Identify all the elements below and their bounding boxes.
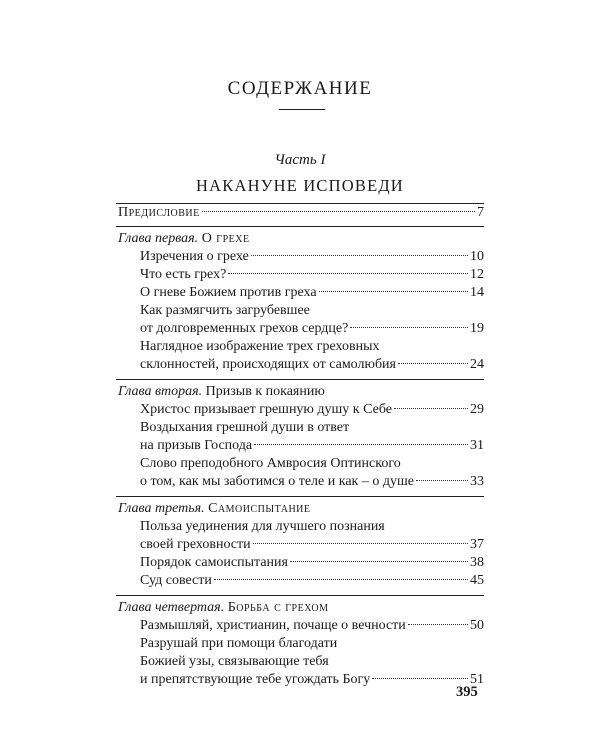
part-title: НАКАНУНЕ ИСПОВЕДИ	[196, 176, 404, 195]
leader-dots	[254, 444, 468, 445]
toc-divider	[116, 496, 484, 497]
toc-entry[interactable]	[140, 266, 484, 284]
toc-entry[interactable]	[140, 617, 484, 635]
toc-entry-line[interactable]	[140, 302, 310, 320]
toc-entry-page: 19	[470, 321, 484, 336]
toc-entry-page: 7	[477, 205, 484, 220]
toc-entry[interactable]	[140, 284, 484, 302]
toc-divider	[116, 226, 484, 227]
toc-entry-title: Изречения о грехе	[140, 249, 249, 264]
leader-dots	[350, 327, 468, 328]
toc-entry-line[interactable]	[140, 455, 401, 473]
toc-entry-title: склонностей, происходящих от самолюбия	[140, 357, 396, 372]
toc-entry-page: 24	[470, 357, 484, 372]
toc-entry-page: 14	[470, 285, 484, 300]
chapter-label: Глава вторая.	[118, 384, 203, 399]
toc-entry-page: 51	[470, 672, 484, 687]
toc-entry[interactable]	[140, 536, 484, 554]
leader-dots	[290, 561, 468, 562]
toc-entry[interactable]	[140, 248, 484, 266]
toc-entry-line[interactable]	[140, 635, 337, 653]
toc-entry-title: Предисловие	[118, 205, 200, 220]
toc-entry-title: Божией узы, связывающие тебя	[140, 654, 329, 669]
toc-entry[interactable]	[140, 671, 484, 689]
toc-entry-page: 10	[470, 249, 484, 264]
toc-entry-title: Польза уединения для лучшего познания	[140, 519, 385, 534]
chapter-label: Глава первая.	[118, 231, 199, 246]
toc-entry-page: 37	[470, 537, 484, 552]
toc-entry-title: Слово преподобного Амвросия Оптинского	[140, 456, 401, 471]
page-number: 395	[456, 684, 478, 700]
leader-dots	[251, 255, 468, 256]
toc-entry[interactable]	[140, 320, 484, 338]
toc-entry-line[interactable]	[140, 518, 385, 536]
toc-entry-line[interactable]	[140, 419, 349, 437]
toc-entry-title: О гневе Божием против греха	[140, 285, 317, 300]
toc-entry-title: Наглядное изображение трех греховных	[140, 339, 380, 354]
toc-entry[interactable]	[140, 356, 484, 374]
toc-divider	[116, 595, 484, 596]
leader-dots	[398, 363, 468, 364]
chapter-label: Глава четвертая.	[118, 600, 225, 615]
leader-dots	[253, 543, 468, 544]
chapter-heading[interactable]	[118, 599, 329, 617]
title-divider	[279, 109, 325, 110]
toc-entry-title: Разрушай при помощи благодати	[140, 636, 338, 651]
toc-entry-page: 38	[470, 555, 484, 570]
leader-dots	[228, 273, 468, 274]
part-label: Часть I	[274, 152, 326, 168]
toc-entry[interactable]	[140, 473, 484, 491]
toc-entry-preface[interactable]	[118, 204, 484, 222]
toc-divider	[116, 379, 484, 380]
toc-entry[interactable]	[140, 572, 484, 590]
chapter-label: Глава третья.	[118, 501, 205, 516]
toc-entry-title: Воздыхания грешной души в ответ	[140, 420, 350, 435]
leader-dots	[416, 480, 468, 481]
toc-entry-page: 31	[470, 438, 484, 453]
toc-entry-title: Что есть грех?	[140, 267, 227, 282]
toc-entry-title: Христос призывает грешную душу к Себе	[140, 402, 392, 417]
toc-entry-title: о том, как мы заботимся о теле и как – о душе	[140, 474, 414, 489]
chapter-title: Борьба с грехом	[227, 600, 329, 615]
toc-entry-title: Порядок самоиспытания	[140, 555, 288, 570]
toc-entry-title: Как размягчить загрубевшее	[140, 303, 310, 318]
toc-entry[interactable]	[140, 401, 484, 419]
toc-entry-line[interactable]	[140, 338, 380, 356]
leader-dots	[319, 291, 468, 292]
chapter-title: Призыв к покаянию	[205, 384, 325, 399]
chapter-heading[interactable]	[118, 500, 311, 518]
toc-entry-title: Размышляй, христианин, почаще о вечности	[140, 618, 406, 633]
chapter-title: О грехе	[201, 231, 250, 246]
leader-dots	[214, 579, 468, 580]
toc-entry-title: на призыв Господа	[140, 438, 253, 453]
toc-entry-page: 50	[470, 618, 484, 633]
chapter-title: Самоиспытание	[208, 501, 311, 516]
chapter-heading[interactable]	[118, 230, 250, 248]
leader-dots	[372, 678, 468, 679]
toc-entry-title: своей греховности	[140, 537, 251, 552]
leader-dots	[394, 408, 468, 409]
toc-entry-page: 45	[470, 573, 484, 588]
toc-entry-title: от долговременных грехов сердце?	[140, 321, 349, 336]
page-title: СОДЕРЖАНИЕ	[227, 78, 373, 99]
toc-entry-title: и препятствующие тебе угождать Богу	[140, 672, 371, 687]
toc-entry-page: 29	[470, 402, 484, 417]
toc-entry-page: 12	[470, 267, 484, 282]
chapter-heading[interactable]	[118, 383, 325, 401]
toc-entry[interactable]	[140, 437, 484, 455]
toc-entry-line[interactable]	[140, 653, 329, 671]
leader-dots	[408, 624, 468, 625]
leader-dots	[202, 211, 475, 212]
toc-entry[interactable]	[140, 554, 484, 572]
toc-entry-page: 33	[470, 474, 484, 489]
toc-entry-title: Суд совести	[140, 573, 212, 588]
